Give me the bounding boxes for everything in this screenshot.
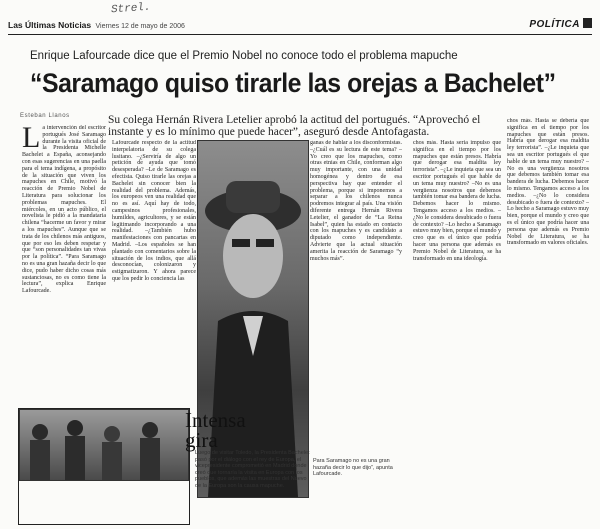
column-1-text: a intervención del escritor portugués José Saramago durante la visita oficial de la Presidenta Michelle Bachelet a España, aconsejando con esas sugerencias en una paella para el tema indígena, a propósito de la situación que viven los mapuches en Chile, motivó la reacción de Premio Nobel de Literatura para solucionar los problemas mapuches. El miércoles, en un acto público, el novelista le pidió a la mandataria chilena “hacerme un favor y mirar a los mapuches”. Aunque que se trata de los chilenos más antiguos, que por eso les deben respetar y que “son personalidades tan vivas por la política”. “Para Saramago no es una gran hazaña decir lo que dice, pudo haber dicho cosas más sustanciosas, no es como tiene la lectura”, explica Enrique Lafourcade.	[22, 125, 106, 295]
article-column-5: chos más. Hasta se debería que significa en el tiempo por los mapuches que están presos. Habría que derogar esa maldita ley terrorista”. –¿Le inquieta que sea un escritor portugués el que hable de un tema muy nuestro? –No es una vergüenza nosotros que debemos también tomar esa bandera de lucha. Debemos hacer lo mismo. Tengamos acceso a los medios. –¿No lo considera desubicado o fuera de contexto? –Lo hecho a Saramago estuvo muy bien, porque el mundo y creo que es el único que podría hacer una persona que además es Premio Nobel de Literatura, se ha transformado en valores oficiales.	[507, 118, 589, 247]
article-column-3: ganas de hablar a los disconformistas. –¿Cuál es su lectura de este tema? –Yo creo que los mapuches, como otras etnias en Chile, conforman algo muy importante, con una unidad homogénea y dentro de esa perspectiva hay que entender el problema, porque si imponemos a separar a los chilenos nunca podremos integrar al país. Una visión diferente entrega Hernán Rivera Letelier, el ganador de “La Reina Isabel”, quien ha estado en contacto con los mapuches y es candidato a diputado como independiente. Advierte que la actual situación amerita la reacción de Saramago “y muchos más”.	[310, 140, 402, 262]
handwritten-stamp: Strel.	[110, 1, 151, 17]
sidebar-title-line-1: Intensa	[185, 408, 246, 432]
sidebar-title-line-2: gira	[185, 428, 218, 452]
publication-date: Viernes 12 de mayo de 2006	[95, 23, 185, 30]
sidebar-text: Luego de visitar Toledo, la Presidenta Bachelet pasó por el diálogo con el rey de Europa, el vicepresidente comprometió en Madrid donde creó que tornaría la visita en Europa con los pueblos, que además las muestras del Nuevo de la Europa son la causa mapuche.	[195, 450, 310, 489]
publication-title: Las Últimas Noticias	[8, 20, 92, 30]
article-column-4: chos más. Hasta seria impulso que significa en el tiempo por los mapuches que están presos. Habría que derogar esa maldita ley terrorista”. –¿Le inquieta que sea un escritor portugués el que hable de un tema muy nuestro? –No es una vergüenza nosotros que debemos también tomar esa bandera de lucha. Debemos hacer lo mismo. Tengamos acceso a los medios. –¿No le considera desubicado o fuera de contexto? –Lo hecho a Saramago estuvo muy bien, porque el mundo y creo que es el único que podría hacer una persona que además es Premio Nobel de Literatura, se ha transformado en una ideología.	[413, 140, 501, 262]
crowd-photo	[19, 409, 189, 481]
section-marker-icon	[583, 18, 592, 28]
sidebar-title	[185, 410, 246, 450]
drop-cap: L	[22, 125, 41, 154]
masthead	[8, 1, 592, 35]
section-label	[529, 18, 592, 30]
hat-crown	[226, 181, 280, 213]
face	[223, 214, 283, 298]
article-byline: Esteban Llanos	[20, 113, 70, 119]
article-column-1	[22, 125, 106, 383]
section-name: POLÍTICA	[529, 19, 580, 30]
photo-caption: Para Saramago no es una gran hazaña decir lo que dijo”, apunta Lafourcade.	[313, 458, 393, 477]
crowd-illustration	[20, 410, 188, 480]
sidebar-box	[18, 408, 190, 525]
article-headline: “Saramago quiso tirarle las orejas a Bachelet”	[30, 68, 556, 98]
article-deck: Su colega Hernán Rivera Letelier aprobó la actitud del portugués. “Aprovechó el instante y es lo mínimo que puede hacer”, aseguró desde Antofagasta.	[108, 114, 481, 138]
left-lens	[232, 239, 250, 247]
right-lens	[256, 239, 274, 247]
article-kicker: Enrique Lafourcade dice que el Premio Nobel no conoce todo el problema mapuche	[30, 50, 458, 62]
publication-name	[8, 20, 185, 30]
article-column-2: Lafourcade respecto de la actitud interpelatoria de su colega lusitano. –¿Serviría de algo un petición de ayuda que tomó desesperada? –Le de Saramago es efectista. Quiso tirarle las orejas a Bachelet sin conocer bien la realidad del problema. Además, los europeos ven una realidad que no es así. Aquí hay de todo, campesinos profesionales, humildes, agricultores, y se están legitimando incorporando a una realidad. –¿También hubo manifestaciones con pancartas en Madrid. –Los españoles se han plantado con comentarios sobre la situación de los indios, que allá desconocían, colonizaron y estigmatizaron. Y ahora parece que los pedir lo conciencia las	[112, 140, 196, 282]
